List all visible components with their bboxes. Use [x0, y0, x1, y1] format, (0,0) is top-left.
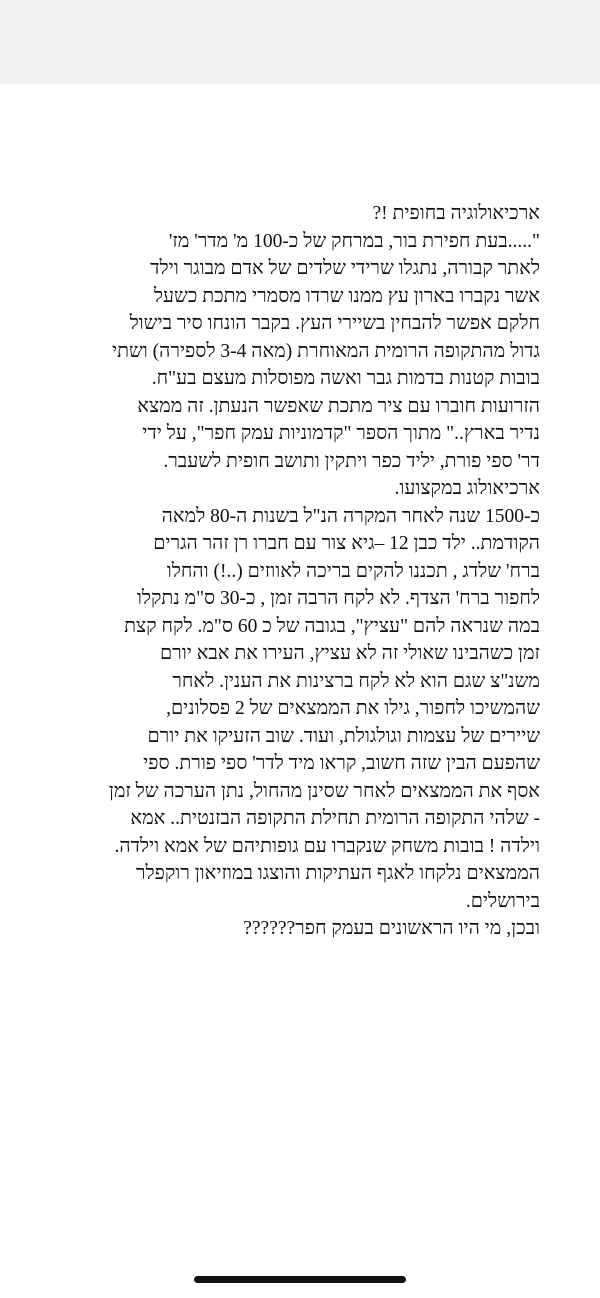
text-line: לאתר קבורה, נתגלו שרידי שלדים של אדם מבוגר וילד [150, 258, 540, 279]
text-line: זמן כשהבינו שאולי זה לא עציץ, העירו את אבא יורם [159, 643, 540, 664]
text-line: אסף את הממצאים לאחר שסינן מהחול, נתן הערכה של זמן [108, 780, 540, 802]
text-line: חלקם אפשר להבחין בשיירי העץ. בקבר הונחו סיר בישול [129, 313, 540, 334]
paragraph-2 [78, 503, 540, 916]
home-indicator[interactable] [194, 1276, 406, 1283]
text-line: במה שנראה להם "עציץ", בגובה של כ 60 ס"מ. לקח קצת [124, 615, 540, 637]
text-line: הזרועות חוברו עם ציר מתכת שאפשר הנעתן. זה ממצא [137, 395, 540, 417]
text-line: הממצאים נלקחו לאגף העתיקות והוצגו במוזיאון רוקפלר [135, 863, 540, 884]
top-bar [0, 0, 600, 84]
text-line: ברח' שלדג , תכננו להקים בריכה לאווזים (..!) והחלו [166, 560, 540, 582]
text-line: וילדה ! בובות משחק שנקברו עם גופותיהם של אמא וילדה. [114, 835, 540, 857]
closing-question: ובכן, מי היו הראשונים בעמק חפר?????? [243, 918, 540, 939]
text-line: שהמשיכו לחפור, גילו את הממצאים של 2 פסלונים, [166, 698, 540, 719]
document-body [78, 200, 540, 943]
text-line: גדול מהתקופה הרומית המאוחרת (מאה 3-4 לספירה) ושתי [111, 340, 540, 362]
text-line: דר' ספי פורת, יליד כפר ויתקין ותושב חופית לשעבר. [163, 450, 540, 472]
document-title: ארכיאולוגיה בחופית !? [372, 203, 540, 224]
text-line: נדיר בארץ.." מתוך הספר "קדמוניות עמק חפר", על ידי [142, 423, 540, 444]
text-line: בירושלים. [465, 890, 540, 912]
text-line: ארכיאולוג במקצועו. [394, 478, 540, 499]
text-line: שיירים של עצמות וגולגולת, ועוד. שוב הזעיקו את יורם [147, 725, 540, 747]
text-line: שהפעם הבין שזה חשוב, קראו מיד לדר' ספי פורת. ספי [143, 753, 540, 774]
text-line: - שלהי התקופה הרומית תחילת התקופה הבזנטית.. אמא [130, 808, 540, 829]
text-line: כ-1500 שנה לאחר המקרה הנ"ל בשנות ה-80 למאה [161, 505, 540, 527]
text-line: הקודמת.. ילד כבן 12 –גיא צור עם חברו רן זהר הגרים [153, 533, 540, 554]
paragraph-1 [78, 228, 540, 503]
text-line: משנ"צ שגם הוא לא לקח ברצינות את הענין. לאחר [172, 670, 540, 692]
text-line: אשר נקברו בארון עץ ממנו שרדו מסמרי מתכת כשעל [153, 285, 540, 307]
text-line: ".....בעת חפירת בור, במרחק של כ-100 מ' מדר' מז' [168, 230, 540, 252]
text-line: בובות קטנות בדמות גבר ואשה מפוסלות מעצם בע"ח. [151, 368, 540, 389]
text-line: לחפור ברח' הצדף. לא לקח הרבה זמן , כ-30 ס"מ נתקלו [136, 588, 540, 609]
